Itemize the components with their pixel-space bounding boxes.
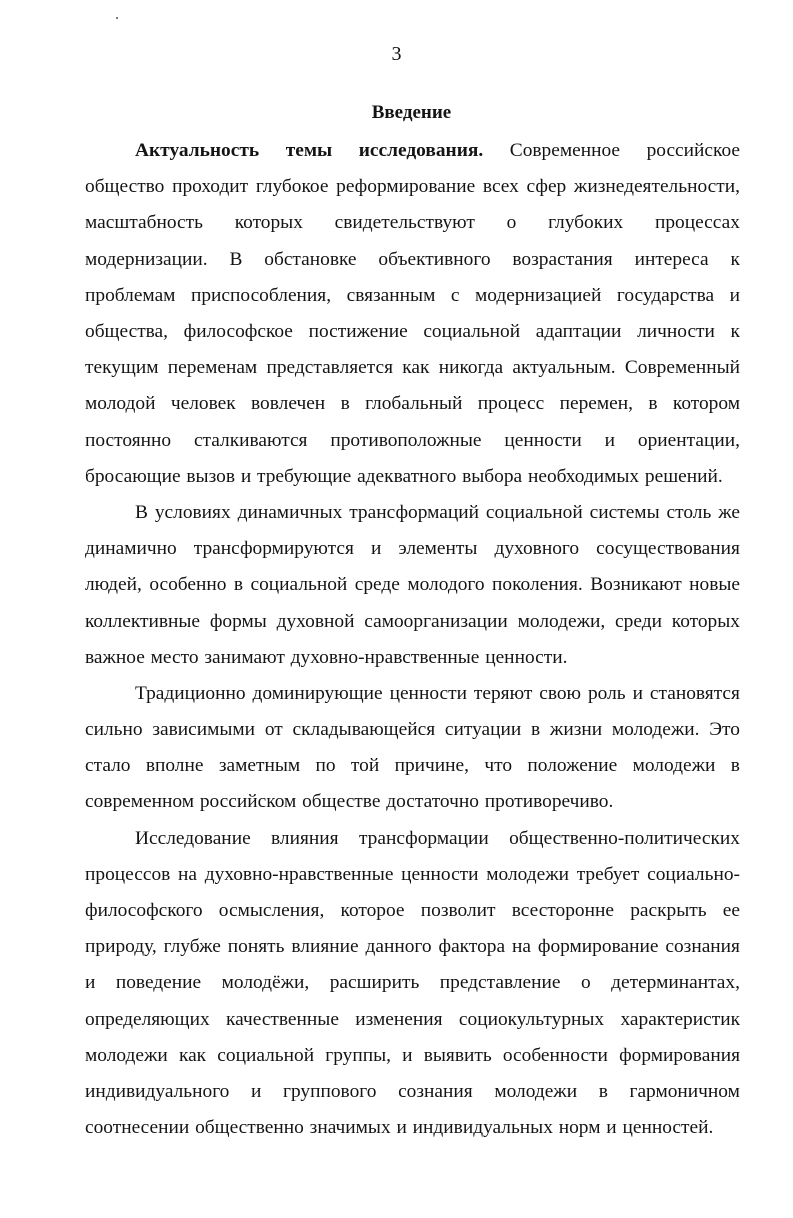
word: к bbox=[730, 321, 740, 343]
word: социальной bbox=[485, 501, 583, 523]
text-line bbox=[85, 314, 740, 350]
word: норм bbox=[558, 1117, 601, 1139]
text-line bbox=[85, 784, 740, 820]
word: и bbox=[729, 284, 740, 306]
word: общественно-политических bbox=[509, 827, 740, 849]
word: социальной bbox=[217, 1044, 315, 1066]
word: новые bbox=[689, 574, 740, 596]
word: молодежи bbox=[85, 1044, 168, 1066]
word: системы bbox=[589, 501, 660, 523]
word: ценности. bbox=[485, 646, 568, 668]
word: Возникают bbox=[590, 574, 682, 596]
word: процессов bbox=[85, 863, 171, 885]
word: изменения bbox=[355, 1008, 443, 1030]
word: что bbox=[484, 755, 513, 777]
word: условиях bbox=[154, 501, 231, 523]
word: ориентации, bbox=[637, 429, 740, 451]
text-line bbox=[85, 1038, 740, 1074]
word: социокультурных bbox=[458, 1008, 605, 1030]
word: динамично bbox=[85, 538, 177, 560]
word: в bbox=[648, 393, 658, 415]
word: постоянно bbox=[85, 429, 172, 451]
word: поколения. bbox=[492, 574, 583, 596]
word: темы bbox=[285, 140, 333, 162]
word: влияние bbox=[291, 936, 359, 958]
word: особенно bbox=[149, 574, 227, 596]
word: сознания bbox=[398, 1080, 473, 1102]
text-line bbox=[85, 205, 740, 241]
word: на bbox=[178, 863, 197, 885]
word: Традиционно bbox=[135, 682, 246, 704]
word: причине, bbox=[394, 755, 469, 777]
paragraph bbox=[85, 676, 740, 821]
word: трансформируются bbox=[193, 538, 354, 560]
word: ситуации bbox=[444, 719, 522, 741]
word: духовно-нравственные bbox=[290, 646, 480, 668]
scan-speck bbox=[116, 17, 118, 19]
word: поведение bbox=[115, 972, 202, 994]
text-line bbox=[85, 169, 740, 205]
word: Исследование bbox=[135, 827, 251, 849]
word: молодежи. bbox=[611, 719, 700, 741]
word: которых bbox=[671, 610, 740, 632]
word: представление bbox=[439, 972, 561, 994]
word: вызов bbox=[186, 465, 235, 487]
word: складывающейся bbox=[292, 719, 436, 741]
word: жизнедеятельности, bbox=[573, 176, 740, 198]
word: становятся bbox=[649, 682, 740, 704]
word: молодежи, bbox=[517, 610, 606, 632]
word: и bbox=[370, 538, 382, 560]
word: бросающие bbox=[85, 465, 181, 487]
word: данного bbox=[365, 936, 432, 958]
word: же bbox=[718, 501, 740, 523]
word: молодёжи, bbox=[221, 972, 310, 994]
word: теряют bbox=[473, 682, 533, 704]
word: ее bbox=[722, 900, 740, 922]
text-line bbox=[85, 821, 740, 857]
word: вполне bbox=[145, 755, 204, 777]
word: индивидуального bbox=[85, 1080, 230, 1102]
word: Современный bbox=[624, 357, 740, 379]
word: и bbox=[85, 972, 96, 994]
word: элементы bbox=[398, 538, 478, 560]
section-heading: Введение bbox=[371, 102, 452, 123]
word: к bbox=[730, 248, 740, 270]
word: реформирование bbox=[336, 176, 476, 198]
word: особенности bbox=[502, 1044, 608, 1066]
word: обществе bbox=[302, 791, 381, 813]
word: В bbox=[135, 501, 148, 523]
word: раскрыть bbox=[630, 900, 707, 922]
word: трансформаций bbox=[349, 501, 479, 523]
word: социально- bbox=[647, 863, 740, 885]
word: и bbox=[396, 1117, 407, 1139]
word: возрастания bbox=[512, 248, 613, 270]
word: ценности bbox=[504, 429, 582, 451]
word: духовного bbox=[494, 538, 580, 560]
text-line bbox=[85, 1110, 740, 1146]
word: философское bbox=[183, 321, 293, 343]
word: по bbox=[315, 755, 336, 777]
word: в bbox=[531, 719, 541, 741]
word: адаптации bbox=[535, 321, 622, 343]
page-number: 3 bbox=[391, 43, 402, 65]
word: доминирующие bbox=[252, 682, 383, 704]
word: адекватного bbox=[357, 465, 457, 487]
word: о bbox=[580, 972, 591, 994]
word: общество bbox=[85, 176, 165, 198]
word: государства bbox=[616, 284, 715, 306]
body-text bbox=[85, 133, 740, 1146]
word: ценностей. bbox=[622, 1117, 714, 1139]
word: расширить bbox=[329, 972, 420, 994]
word: противоречиво. bbox=[484, 791, 614, 813]
word: и bbox=[240, 465, 252, 487]
word: вовлечен bbox=[251, 393, 326, 415]
word: переменам bbox=[167, 357, 258, 379]
word: гармоничном bbox=[629, 1080, 740, 1102]
word: интереса bbox=[634, 248, 709, 270]
text-line bbox=[85, 423, 740, 459]
word: качественные bbox=[226, 1008, 339, 1030]
word: молодой bbox=[85, 393, 156, 415]
word: сфер bbox=[526, 176, 567, 198]
text-line bbox=[85, 676, 740, 712]
word: масштабность bbox=[85, 212, 203, 234]
word: характеристик bbox=[620, 1008, 740, 1030]
word: решений. bbox=[644, 465, 723, 487]
text-line bbox=[85, 350, 740, 386]
text-line bbox=[85, 1074, 740, 1110]
word: на bbox=[511, 936, 531, 958]
word: требующие bbox=[257, 465, 352, 487]
word: положение bbox=[527, 755, 618, 777]
word: глубоких bbox=[548, 212, 624, 234]
word: как bbox=[402, 357, 430, 379]
word: модернизацией bbox=[474, 284, 602, 306]
word: заметным bbox=[218, 755, 301, 777]
text-line bbox=[85, 495, 740, 531]
word: и bbox=[632, 682, 643, 704]
word: сосуществования bbox=[596, 538, 740, 560]
word: актуальным. bbox=[512, 357, 616, 379]
word: группы, bbox=[325, 1044, 391, 1066]
word: духовной bbox=[276, 610, 355, 632]
word: процесс bbox=[477, 393, 545, 415]
word: В bbox=[229, 248, 243, 270]
word: котором bbox=[672, 393, 740, 415]
word: жизни bbox=[549, 719, 603, 741]
text-line bbox=[85, 857, 740, 893]
text-line bbox=[85, 386, 740, 422]
word: постижение bbox=[308, 321, 408, 343]
word: сталкиваются bbox=[193, 429, 308, 451]
text-line bbox=[85, 459, 740, 495]
word: обстановке bbox=[264, 248, 357, 270]
word: динамичных bbox=[237, 501, 343, 523]
word: от bbox=[264, 719, 283, 741]
word: глобальный bbox=[365, 393, 463, 415]
word: формирования bbox=[619, 1044, 740, 1066]
word: молодежи bbox=[632, 755, 716, 777]
word: фактора bbox=[438, 936, 506, 958]
word: определяющих bbox=[85, 1008, 210, 1030]
text-line bbox=[85, 712, 740, 748]
word: стало bbox=[85, 755, 131, 777]
text-line bbox=[85, 965, 740, 1001]
word: влияния bbox=[271, 827, 339, 849]
word: и bbox=[606, 1117, 617, 1139]
text-line bbox=[85, 603, 740, 639]
word: коллективные bbox=[85, 610, 201, 632]
word: Это bbox=[709, 719, 740, 741]
word: позволит bbox=[420, 900, 496, 922]
word: той bbox=[350, 755, 380, 777]
word: социальной bbox=[423, 321, 521, 343]
word: молодого bbox=[407, 574, 485, 596]
word: сильно bbox=[85, 719, 143, 741]
word: и bbox=[402, 1044, 413, 1066]
word: требует bbox=[576, 863, 640, 885]
word: индивидуальных bbox=[412, 1117, 553, 1139]
paragraph bbox=[85, 495, 740, 676]
word: российском bbox=[199, 791, 297, 813]
word: трансформации bbox=[358, 827, 489, 849]
word: ценности bbox=[389, 682, 467, 704]
word: которое bbox=[340, 900, 405, 922]
word: в bbox=[340, 393, 350, 415]
word: детерминантах, bbox=[611, 972, 740, 994]
word: с bbox=[450, 284, 460, 306]
word: сознания bbox=[665, 936, 740, 958]
word: осмысления, bbox=[218, 900, 325, 922]
word: глубже bbox=[163, 936, 221, 958]
text-line bbox=[85, 748, 740, 784]
word: ценности bbox=[401, 863, 479, 885]
word: соотнесении bbox=[85, 1117, 190, 1139]
text-line bbox=[85, 567, 740, 603]
word: группового bbox=[283, 1080, 377, 1102]
word: исследования. bbox=[358, 140, 484, 162]
word: проблемам bbox=[85, 284, 176, 306]
word: роль bbox=[587, 682, 626, 704]
word: человек bbox=[170, 393, 236, 415]
word: и bbox=[251, 1080, 262, 1102]
word: формирование bbox=[537, 936, 659, 958]
word: объективного bbox=[378, 248, 491, 270]
text-line bbox=[85, 242, 740, 278]
text-line bbox=[85, 640, 740, 676]
text-line bbox=[85, 893, 740, 929]
word: столь bbox=[666, 501, 712, 523]
word: свою bbox=[539, 682, 582, 704]
word: современном bbox=[85, 791, 194, 813]
word: среде bbox=[354, 574, 400, 596]
text-line bbox=[85, 133, 740, 169]
word: философского bbox=[85, 900, 203, 922]
word: самоорганизации bbox=[364, 610, 508, 632]
word: необходимых bbox=[527, 465, 640, 487]
word: природу, bbox=[85, 936, 157, 958]
text-line bbox=[85, 1002, 740, 1038]
word: молодежи bbox=[494, 1080, 578, 1102]
paragraph bbox=[85, 133, 740, 495]
word: значимых bbox=[309, 1117, 391, 1139]
word: противоположные bbox=[330, 429, 482, 451]
word: российское bbox=[646, 140, 740, 162]
word: о bbox=[506, 212, 517, 234]
word: выявить bbox=[423, 1044, 492, 1066]
word: духовно-нравственные bbox=[204, 863, 394, 885]
text-line bbox=[85, 929, 740, 965]
word: процессах bbox=[654, 212, 740, 234]
word: модернизации. bbox=[85, 248, 208, 270]
word: текущим bbox=[85, 357, 159, 379]
word: Современное bbox=[509, 140, 621, 162]
word: формы bbox=[209, 610, 267, 632]
word: приспособления, bbox=[190, 284, 332, 306]
word: проходит bbox=[172, 176, 249, 198]
word: личности bbox=[637, 321, 715, 343]
word: глубокое bbox=[255, 176, 329, 198]
word: всех bbox=[482, 176, 519, 198]
word: представляется bbox=[266, 357, 394, 379]
word: среди bbox=[615, 610, 662, 632]
word: социальной bbox=[250, 574, 348, 596]
word: всесторонне bbox=[511, 900, 614, 922]
word: в bbox=[233, 574, 244, 596]
word: общественно bbox=[195, 1117, 304, 1139]
word: перемен, bbox=[559, 393, 633, 415]
text-line bbox=[85, 278, 740, 314]
word: которых bbox=[234, 212, 303, 234]
word: Актуальность bbox=[135, 140, 260, 162]
word: общества, bbox=[85, 321, 169, 343]
word: занимают bbox=[204, 646, 285, 668]
word: никогда bbox=[438, 357, 504, 379]
word: в bbox=[730, 755, 740, 777]
word: людей, bbox=[85, 574, 142, 596]
word: зависимыми bbox=[152, 719, 256, 741]
word: место bbox=[150, 646, 199, 668]
word: как bbox=[178, 1044, 207, 1066]
word: связанным bbox=[346, 284, 436, 306]
word: и bbox=[604, 429, 616, 451]
word: достаточно bbox=[386, 791, 479, 813]
word: в bbox=[598, 1080, 608, 1102]
word: важное bbox=[85, 646, 145, 668]
word: свидетельствуют bbox=[334, 212, 475, 234]
text-line bbox=[85, 531, 740, 567]
word: выбора bbox=[462, 465, 523, 487]
paragraph bbox=[85, 821, 740, 1147]
word: понять bbox=[227, 936, 285, 958]
word: молодежи bbox=[486, 863, 570, 885]
